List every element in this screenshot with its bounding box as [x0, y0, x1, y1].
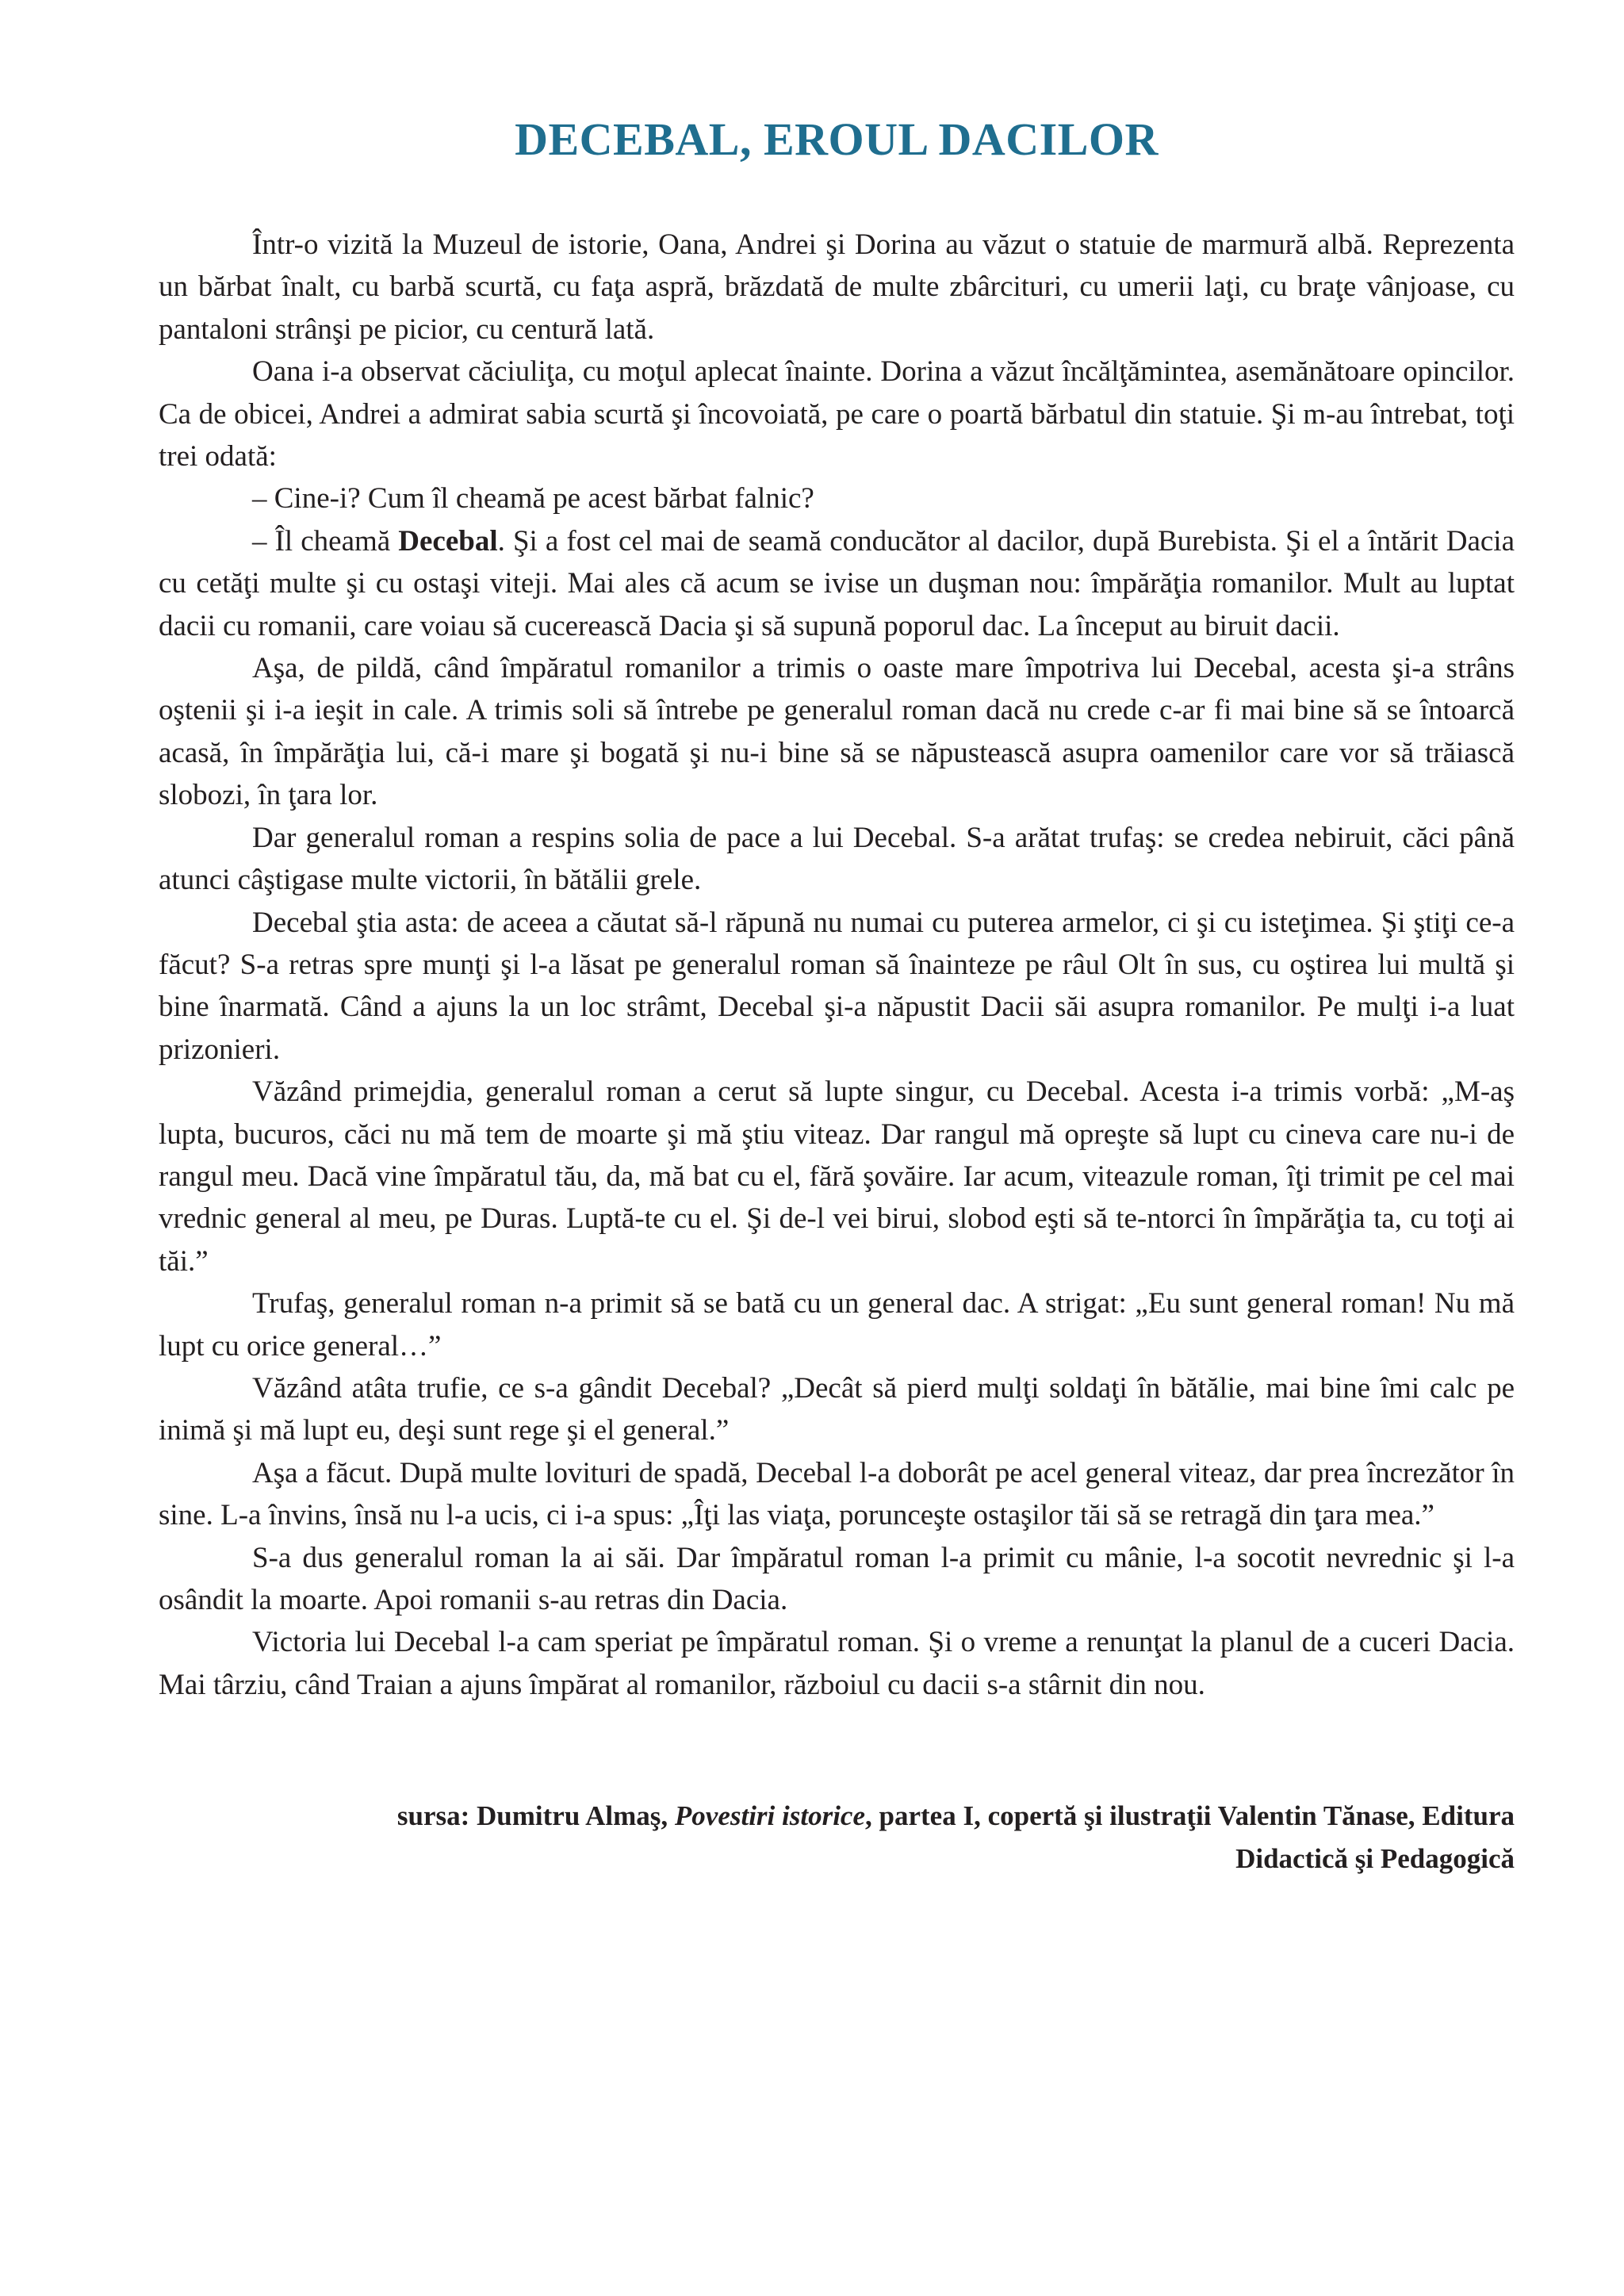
page-title: DECEBAL, EROUL DACILOR: [515, 113, 1159, 165]
paragraph-6: Dar generalul roman a respins solia de pace a lui Decebal. S-a arătat trufaş: se credea nebiruit, căci până atunci câştigase multe victorii, în bătălii grele.: [159, 821, 1515, 897]
source-prefix: sursa: Dumitru Almaş,: [396, 1800, 675, 1832]
paragraph-12: S-a dus generalul roman la ai săi. Dar împăratul roman l-a primit cu mânie, l-a socotit nevrednic şi l-a osândit la moarte. Apoi romanii s-au retras din Dacia.: [159, 1541, 1515, 1616]
document-page: [159, 0, 1515, 1880]
paragraph-4-end: . Şi a fost cel mai de seamă conducător al dacilor, după Burebista. Şi el a întărit Dacia cu cetăţi multe şi cu ostaşi viteji. Mai ales că acum se ivise un duşman nou: împărăţia romanilor. Mult au luptat dacii cu romanii, care voiau să cucerească Dacia şi să supună poporul dac. La început au biruit dacii.: [159, 524, 1515, 642]
source-details: , partea I, copertă şi ilustraţii Valentin Tănase, Editura: [865, 1800, 1515, 1832]
paragraph-10: Văzând atâta trufie, ce s-a gândit Decebal? „Decât să pierd mulţi soldaţi în bătălie, mai bine îmi calc pe inimă şi mă lupt eu, deşi sunt rege şi el general.”: [159, 1371, 1515, 1447]
source-line-1: [159, 1795, 1515, 1838]
paragraph-1: Într-o vizită la Muzeul de istorie, Oana, Andrei şi Dorina au văzut o statuie de marmură albă. Reprezenta un bărbat înalt, cu barbă scurtă, cu faţa aspră, brăzdată de multe zbârcituri, cu umerii laţi, cu braţe vânjoase, cu pantaloni strânşi pe picior, cu centură lată.: [159, 228, 1515, 346]
paragraph-13: Victoria lui Decebal l-a cam speriat pe împăratul roman. Şi o vreme a renunţat la planul de a cuceri Dacia. Mai târziu, când Traian a ajuns împărat al romanilor, războiul cu dacii s-a stârnit din nou.: [159, 1626, 1515, 1701]
story-body: [159, 224, 1515, 1706]
paragraph-4: [159, 520, 1515, 647]
source-citation: [159, 1795, 1515, 1880]
source-line-2: Didactică şi Pedagogică: [1235, 1843, 1515, 1875]
paragraph-2: Oana i-a observat căciuliţa, cu moţul aplecat înainte. Dorina a văzut încălţămintea, asemănătoare opincilor. Ca de obicei, Andrei a admirat sabia scurtă şi încovoiată, pe care o poartă bărbatul din statuie. Şi m-au întrebat, toţi trei odată:: [159, 355, 1515, 473]
paragraph-4-start: – Îl cheamă: [252, 524, 399, 558]
paragraph-3: – Cine-i? Cum îl cheamă pe acest bărbat falnic?: [252, 482, 814, 516]
paragraph-9: Trufaş, generalul roman n-a primit să se bată cu un general dac. A strigat: „Eu sunt general roman! Nu mă lupt cu orice general…”: [159, 1287, 1515, 1363]
paragraph-7: Decebal ştia asta: de aceea a căutat să-l răpună nu numai cu puterea armelor, ci şi cu isteţimea. Şi ştiţi ce-a făcut? S-a retras spre munţi şi l-a lăsat pe generalul roman să înainteze pe râul Olt în sus, cu oştirea lui multă şi bine înarmată. Când a ajuns la un loc strâmt, Decebal şi-a năpustit Dacii săi asupra romanilor. Pe mulţi i-a luat prizonieri.: [159, 906, 1515, 1066]
paragraph-11: Aşa a făcut. După multe lovituri de spadă, Decebal l-a doborât pe acel general viteaz, dar prea încrezător în sine. L-a învins, însă nu l-a ucis, ci i-a spus: „Îţi las viaţa, porunceşte ostaşilor tăi să se retragă din ţara mea.”: [159, 1456, 1515, 1532]
paragraph-5: Aşa, de pildă, când împăratul romanilor a trimis o oaste mare împotriva lui Decebal, acesta şi-a strâns oştenii şi i-a ieşit in cale. A trimis soli să întrebe pe generalul roman dacă nu crede c-ar fi mai bine să se întoarcă acasă, în împărăţia lui, că-i mare şi bogată şi nu-i bine să se năpustească asupra oamenilor care vor să trăiască slobozi, în ţara lor.: [159, 652, 1515, 812]
source-book-title: Povestiri istorice: [674, 1800, 866, 1832]
decebal-bold-name: Decebal: [398, 524, 498, 558]
paragraph-8: Văzând primejdia, generalul roman a cerut să lupte singur, cu Decebal. Acesta i-a trimis vorbă: „M-aş lupta, bucuros, căci nu mă tem de moarte şi mă ştiu viteaz. Dar rangul mă opreşte să lupt cu cineva care nu-i de rangul meu. Dacă vine împăratul tău, da, mă bat cu el, fără şovăire. Iar acum, viteazule roman, îţi trimit pe cel mai vrednic general al meu, pe Duras. Luptă-te cu el. Şi de-l vei birui, slobod eşti să te-ntorci în împărăţia ta, cu toţi ai tăi.”: [159, 1075, 1515, 1278]
